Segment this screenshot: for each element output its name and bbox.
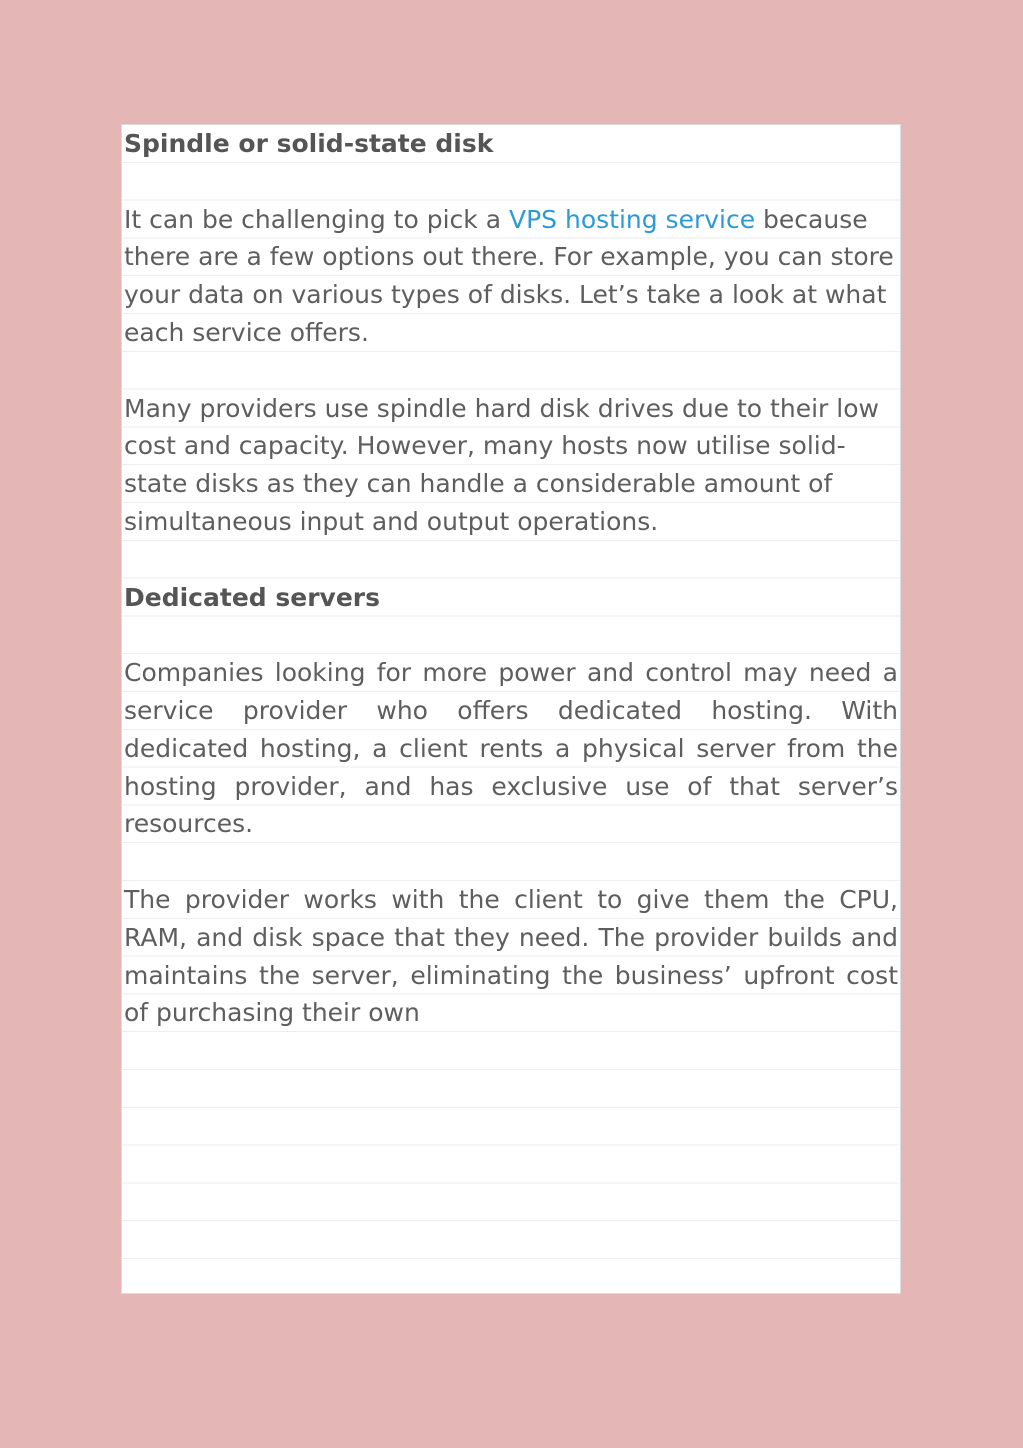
document-page	[121, 124, 901, 1294]
article-body	[124, 125, 898, 1032]
paragraph-provider-works: The provider works with the client to give them the CPU, RAM, and disk space that they need. The provider builds and maintains the server, eliminating the business’ upfront cost of purchasing their own	[124, 884, 898, 1028]
spacer	[124, 352, 898, 390]
paragraph-vps-intro-text-end: because there are a few options out there. For example, you can store your data on various types of disks. Let’s take a look at what each service offers.	[124, 204, 894, 347]
spacer	[124, 843, 898, 881]
paragraph-dedicated-hosting: Companies looking for more power and control may need a service provider who offers dedicated hosting. With dedicated hosting, a client rents a physical server from the hosting provider, and has exclusive use of that server’s resources.	[124, 658, 898, 839]
paragraph-spindle-drives: Many providers use spindle hard disk drives due to their low cost and capacity. However, many hosts now utilise solid-state disks as they can handle a considerable amount of simultaneous input and output operations.	[124, 393, 879, 536]
heading-dedicated-servers: Dedicated servers	[124, 582, 380, 612]
paragraph-vps-intro	[124, 201, 898, 352]
heading-spindle-or-ssd: Spindle or solid-state disk	[124, 129, 494, 158]
paragraph-vps-intro-text-start: It can be challenging to pick a	[124, 204, 509, 234]
spacer	[124, 541, 898, 579]
spacer	[124, 163, 898, 201]
vps-hosting-service-link[interactable]: VPS hosting service	[508, 204, 756, 234]
spacer	[124, 616, 898, 654]
